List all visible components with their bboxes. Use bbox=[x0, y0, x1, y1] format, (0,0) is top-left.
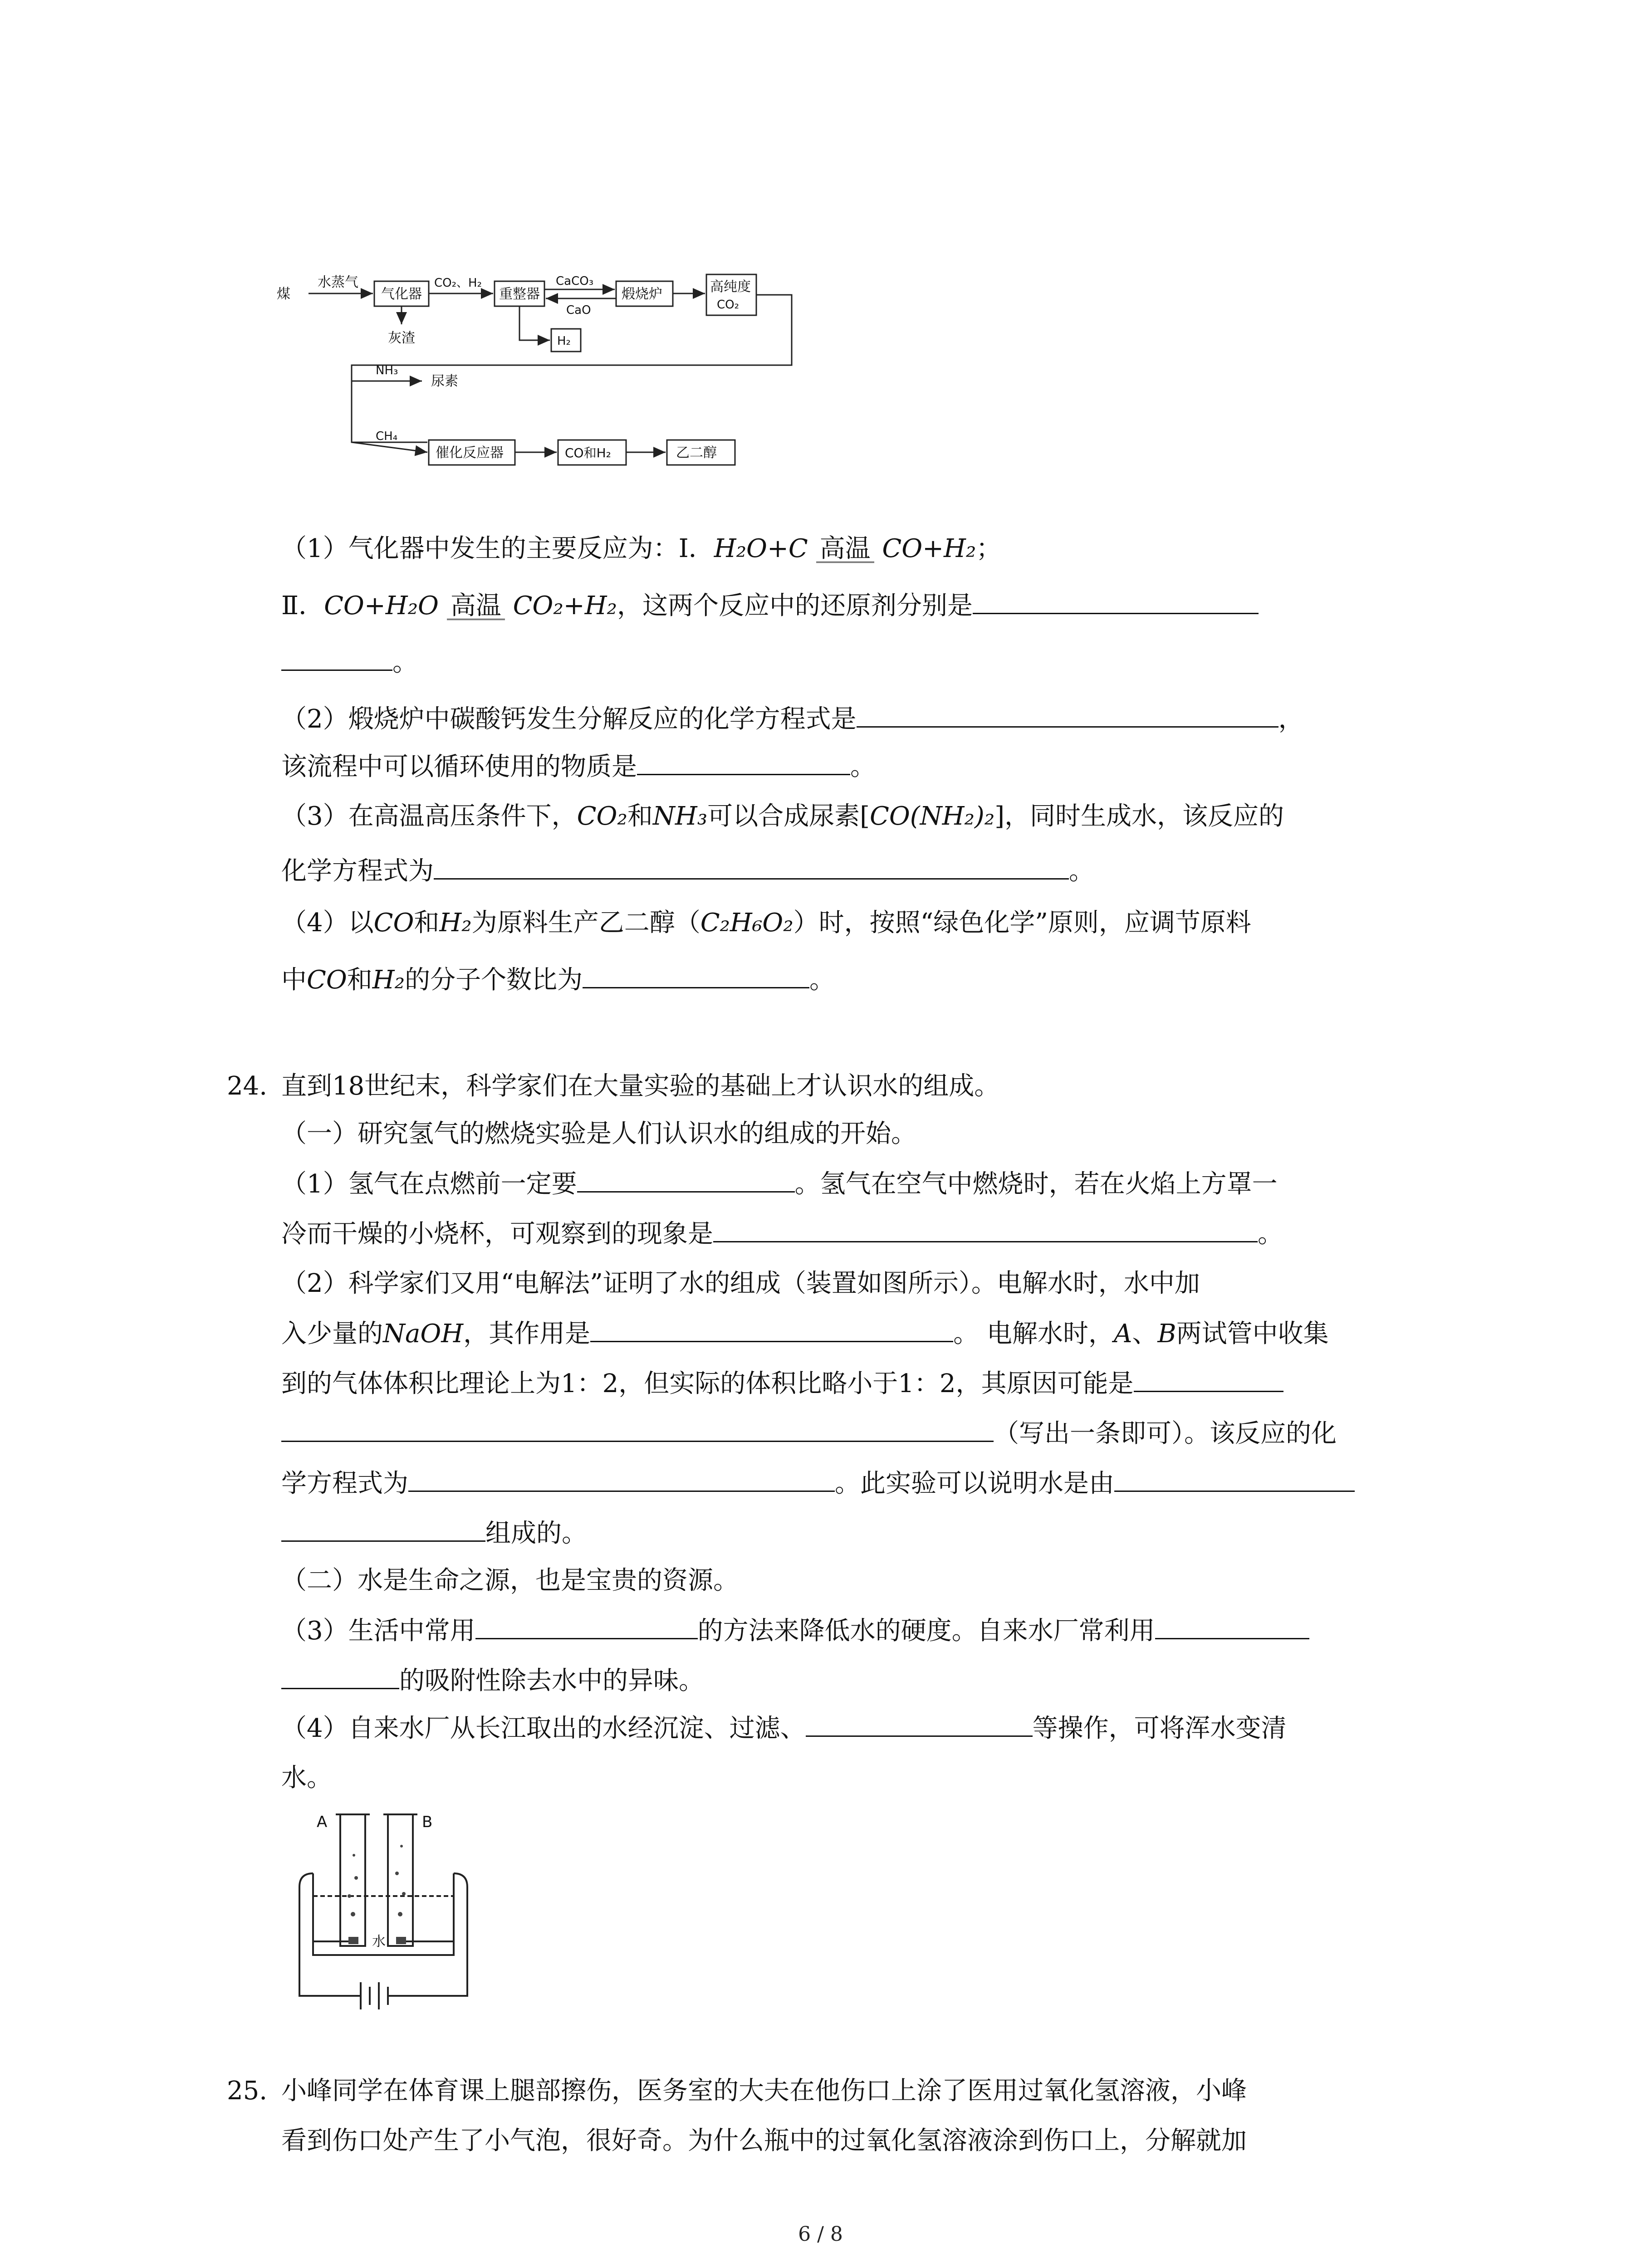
answer-blank[interactable] bbox=[408, 1465, 835, 1492]
q24-part2-line3: 到的气体体积比理论上为1：2，但实际的体积比略小于1：2，其原因可能是 bbox=[281, 1365, 1283, 1402]
q23-part3-line2: 化学方程式为 。 bbox=[281, 853, 1094, 890]
q24-part3-line2: 的吸附性除去水中的异味。 bbox=[281, 1662, 704, 1699]
answer-blank[interactable] bbox=[713, 1216, 1258, 1242]
flow-glycol: 乙二醇 bbox=[676, 445, 717, 461]
q23-part1-line1: （1）气化器中发生的主要反应为：Ⅰ．H₂O+C 高温 CO+H₂； bbox=[281, 534, 1002, 563]
flow-pure-co2-line1: 高纯度 bbox=[710, 279, 751, 295]
q24-part2-line2: 入少量的NaOH，其作用是 。 电解水时，A、B两试管中收集 bbox=[281, 1315, 1329, 1352]
question-24-number: 24. bbox=[227, 1071, 268, 1101]
q24-part1-line2: 冷而干燥的小烧杯，可观察到的现象是 。 bbox=[281, 1216, 1283, 1252]
electrolysis-apparatus-figure bbox=[281, 1805, 490, 2023]
q25-line2: 看到伤口处产生了小气泡，很好奇。为什么瓶中的过氧化氢溶液涂到伤口上，分解就加 bbox=[281, 2126, 1247, 2156]
flow-h2: H₂ bbox=[557, 334, 571, 348]
flow-gasifier: 气化器 bbox=[381, 286, 422, 302]
flow-caco3: CaCO₃ bbox=[556, 274, 594, 288]
flow-co-h2: CO和H₂ bbox=[565, 445, 611, 460]
q23-part1-line2: Ⅱ．CO+H₂O 高温 CO₂+H₂，这两个反应中的还原剂分别是 bbox=[281, 587, 1259, 624]
q24-stem: 直到18世纪末，科学家们在大量实验的基础上才认识水的组成。 bbox=[281, 1071, 1000, 1101]
condition-high-temp: 高温 bbox=[816, 536, 874, 563]
answer-blank[interactable] bbox=[857, 701, 1279, 728]
q23-part4-line2: 中CO和H₂的分子个数比为 。 bbox=[281, 962, 835, 998]
flow-pure-co2-line2: CO₂ bbox=[717, 298, 740, 312]
q23-part3-line1: （3）在高温高压条件下，CO₂和NH₃可以合成尿素[CO(NH₂)₂]，同时生成水，该反应的 bbox=[281, 802, 1284, 831]
flow-catalytic: 催化反应器 bbox=[436, 445, 504, 461]
q23-part2-line1: （2）煅烧炉中碳酸钙发生分解反应的化学方程式是 ， bbox=[281, 701, 1304, 738]
flow-co2-h2: CO₂、H₂ bbox=[434, 276, 482, 290]
answer-blank[interactable] bbox=[1114, 1465, 1355, 1492]
tube-label-b: B bbox=[422, 1813, 433, 1831]
answer-blank[interactable] bbox=[583, 962, 809, 988]
answer-blank[interactable] bbox=[590, 1315, 953, 1342]
answer-blank[interactable] bbox=[281, 644, 392, 671]
answer-blank[interactable] bbox=[973, 587, 1259, 614]
answer-blank[interactable] bbox=[281, 1662, 399, 1689]
answer-blank[interactable] bbox=[475, 1613, 698, 1639]
q24-part2-line4: （写出一条即可）。该反应的化 bbox=[281, 1415, 1337, 1452]
answer-blank[interactable] bbox=[1134, 1365, 1283, 1392]
process-flow-diagram bbox=[272, 263, 817, 481]
answer-blank[interactable] bbox=[281, 1515, 485, 1542]
flow-cao: CaO bbox=[566, 303, 591, 317]
q24-part3-line1: （3）生活中常用 的方法来降低水的硬度。自来水厂常利用 bbox=[281, 1613, 1309, 1649]
q24-part1-line1: （1）氢气在点燃前一定要 。氢气在空气中燃烧时，若在火焰上方罩一 bbox=[281, 1166, 1278, 1202]
q24-part2-line1: （2）科学家们又用“电解法”证明了水的组成（装置如图所示）。电解水时，水中加 bbox=[281, 1269, 1200, 1298]
q23-part2-line2: 该流程中可以循环使用的物质是 。 bbox=[281, 748, 876, 785]
condition-high-temp: 高温 bbox=[447, 593, 505, 620]
answer-blank[interactable] bbox=[577, 1166, 795, 1193]
flow-ash: 灰渣 bbox=[388, 330, 415, 346]
answer-blank[interactable] bbox=[637, 748, 850, 775]
flow-urea: 尿素 bbox=[431, 373, 458, 389]
q24-part4-line1: （4）自来水厂从长江取出的水经沉淀、过滤、 等操作，可将浑水变清 bbox=[281, 1710, 1287, 1747]
answer-blank[interactable] bbox=[806, 1710, 1033, 1737]
water-label: 水 bbox=[372, 1934, 386, 1950]
q24-part2-line5: 学方程式为 。此实验可以说明水是由 bbox=[281, 1465, 1355, 1502]
q24-part4-line2: 水。 bbox=[281, 1763, 332, 1793]
flow-reformer: 重整器 bbox=[499, 286, 540, 302]
question-25-number: 25. bbox=[227, 2076, 268, 2106]
answer-blank[interactable] bbox=[1155, 1613, 1309, 1639]
q23-part1-line3: 。 bbox=[281, 644, 418, 681]
q24-part2-line6: 组成的。 bbox=[281, 1515, 587, 1552]
q24-section2: （二）水是生命之源，也是宝贵的资源。 bbox=[281, 1566, 739, 1595]
q23-part4-line1: （4）以CO和H₂为原料生产乙二醇（C₂H₆O₂）时，按照“绿色化学”原则，应调节原料 bbox=[281, 908, 1251, 938]
page-number: 6 / 8 bbox=[798, 2223, 843, 2246]
flow-nh3: NH₃ bbox=[376, 364, 398, 377]
flow-calciner: 煅烧炉 bbox=[622, 286, 662, 302]
q25-line1: 小峰同学在体育课上腿部擦伤，医务室的大夫在他伤口上涂了医用过氧化氢溶液，小峰 bbox=[281, 2076, 1247, 2106]
tube-label-a: A bbox=[317, 1813, 328, 1831]
answer-blank[interactable] bbox=[281, 1415, 994, 1442]
flow-coal: 煤 bbox=[277, 286, 290, 302]
answer-blank[interactable] bbox=[434, 853, 1069, 880]
q24-section1: （一）研究氢气的燃烧实验是人们认识水的组成的开始。 bbox=[281, 1119, 916, 1149]
flow-ch4: CH₄ bbox=[376, 430, 398, 443]
flow-steam: 水蒸气 bbox=[318, 274, 358, 290]
